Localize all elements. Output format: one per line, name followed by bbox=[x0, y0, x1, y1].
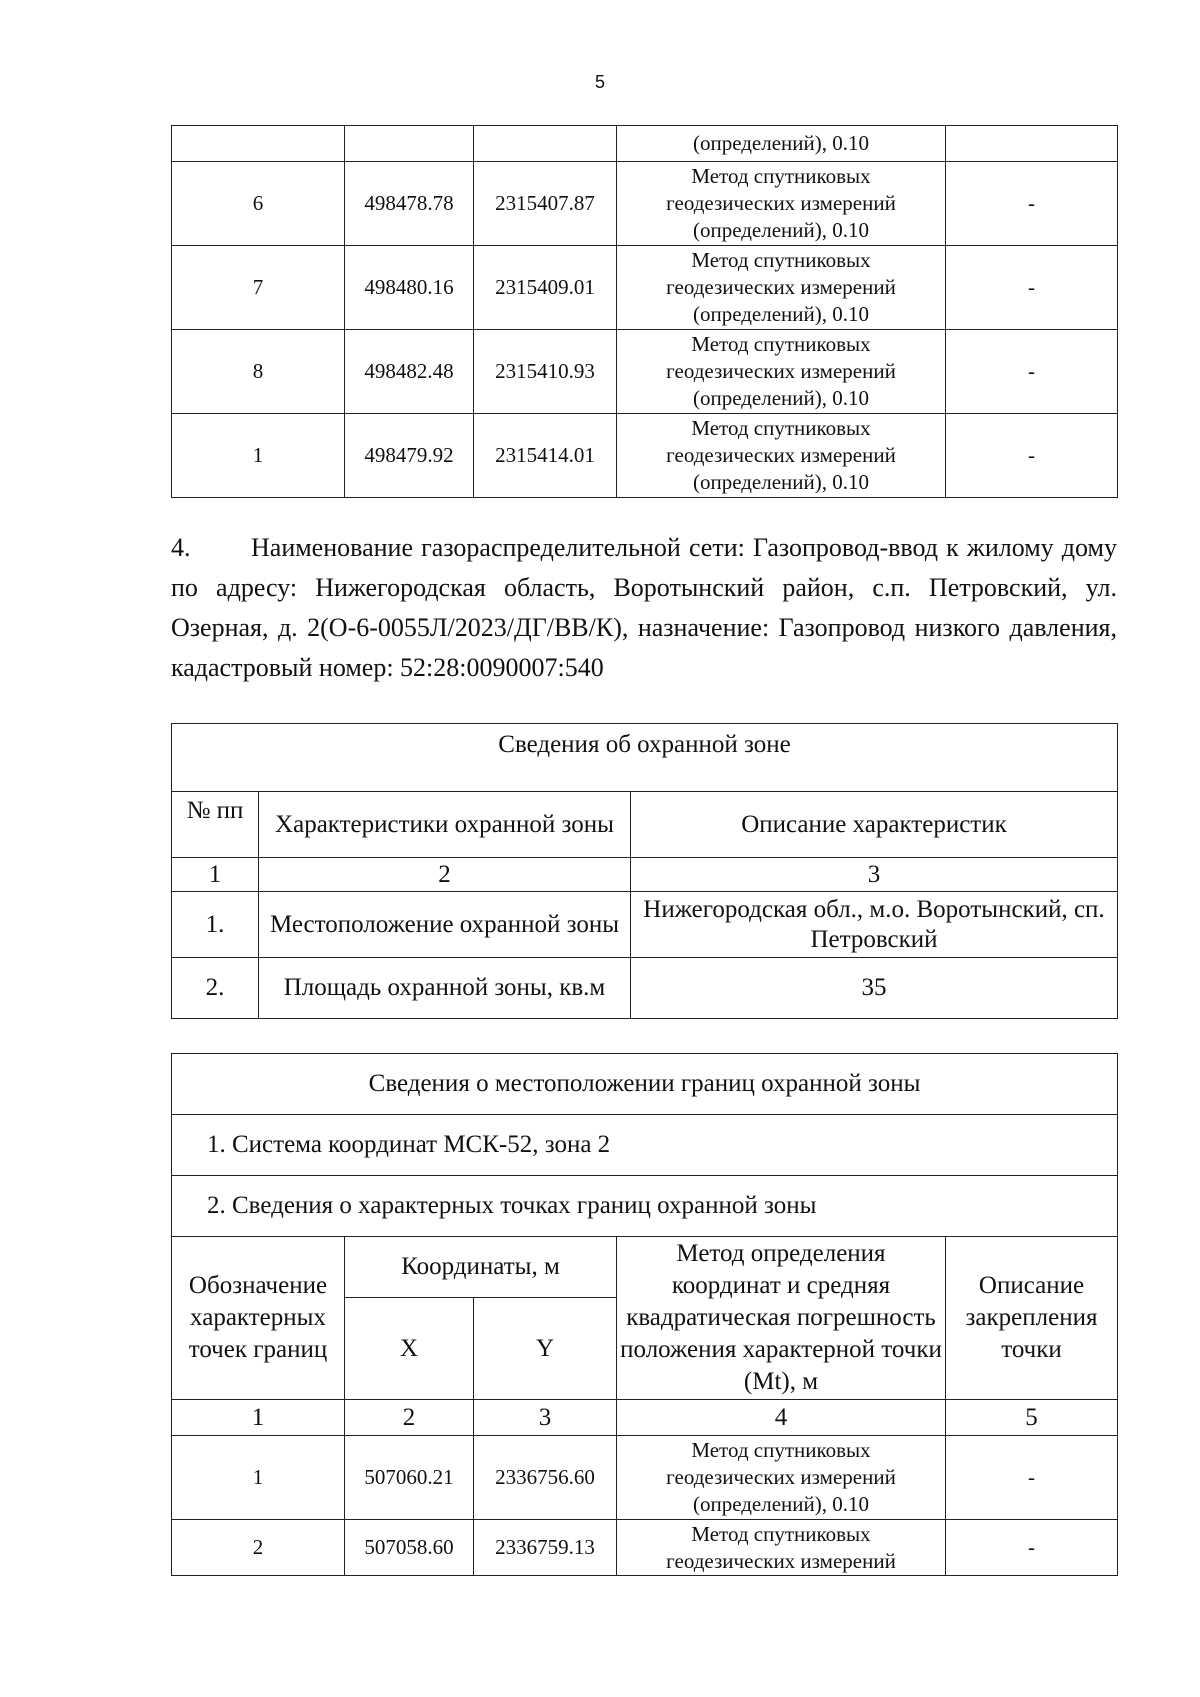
table-title-row bbox=[172, 724, 1118, 792]
points-title-row bbox=[172, 1176, 1118, 1237]
coord-x: 507058.60 bbox=[345, 1520, 474, 1576]
method-line: Метод спутниковых bbox=[691, 332, 871, 356]
points-table-continuation bbox=[171, 125, 1118, 498]
coordinate-system-row bbox=[172, 1115, 1118, 1176]
method-cell bbox=[617, 1436, 946, 1520]
method-cell bbox=[617, 1520, 946, 1576]
index-cell: 4 bbox=[617, 1400, 946, 1436]
fixing-description: - bbox=[946, 1436, 1118, 1520]
index-cell: 3 bbox=[631, 858, 1118, 892]
description: Нижегородская обл., м.о. Воротынский, сп. Петровский bbox=[631, 892, 1118, 958]
coord-y: 2315407.87 bbox=[474, 162, 617, 246]
description: 35 bbox=[631, 958, 1118, 1019]
coordinate-system: 1. Система координат МСК-52, зона 2 bbox=[172, 1115, 1118, 1176]
method-line: Метод спутниковых bbox=[691, 1521, 871, 1546]
method-cell bbox=[617, 162, 946, 246]
page-number: 5 bbox=[594, 72, 605, 92]
table-row bbox=[172, 126, 1118, 162]
method-line: Метод спутниковых bbox=[691, 1438, 871, 1462]
method-cell bbox=[617, 330, 946, 414]
characteristic: Площадь охранной зоны, кв.м bbox=[259, 958, 631, 1019]
method-line: (определений), 0.10 bbox=[692, 470, 870, 494]
column-header-x: X bbox=[345, 1298, 474, 1400]
point-number: 6 bbox=[172, 162, 345, 246]
fixing-description: - bbox=[946, 246, 1118, 330]
fixing-description bbox=[946, 126, 1118, 162]
table-row bbox=[172, 246, 1118, 330]
fixing-description: - bbox=[946, 1520, 1118, 1576]
coord-y: 2336756.60 bbox=[474, 1436, 617, 1520]
table-title: Сведения об охранной зоне bbox=[172, 724, 1118, 792]
coord-x: 498479.92 bbox=[345, 414, 474, 498]
point-number bbox=[172, 126, 345, 162]
index-cell: 2 bbox=[259, 858, 631, 892]
coord-y: 2315409.01 bbox=[474, 246, 617, 330]
point-number: 7 bbox=[172, 246, 345, 330]
method-cell bbox=[617, 246, 946, 330]
section-number: 4. bbox=[171, 533, 191, 562]
method-line: (определений), 0.10 bbox=[692, 302, 870, 326]
table-title: Сведения о местоположении границ охранной зоны bbox=[172, 1054, 1118, 1115]
point-number: 1 bbox=[172, 1436, 345, 1520]
method-line: (определений), 0.10 bbox=[692, 1492, 870, 1516]
column-header: Описание закрепления точки bbox=[946, 1237, 1118, 1400]
section-text: Наименование газораспределительной сети: Газопровод-ввод к жилому дому по адресу: Нижегородская область, Воротынский район, с.п. Петровский, ул. Озерная, д. 2(О-6-0055Л/2023/ДГ/ВВ/К), назначение: Газопровод низкого давления, кадастровый номер: 52:28:0090007:540 bbox=[171, 533, 1117, 682]
method-line: геодезических измерений bbox=[666, 275, 896, 299]
column-header: Обозначение характерных точек границ bbox=[172, 1237, 345, 1400]
method-line: (определений), 0.10 bbox=[692, 218, 870, 242]
coord-x: 498478.78 bbox=[345, 162, 474, 246]
index-cell: 2 bbox=[345, 1400, 474, 1436]
point-number: 1 bbox=[172, 414, 345, 498]
index-row bbox=[172, 1400, 1118, 1436]
coord-y: 2315414.01 bbox=[474, 414, 617, 498]
method-cell bbox=[617, 126, 946, 162]
table-row bbox=[172, 892, 1118, 958]
column-header-y: Y bbox=[474, 1298, 617, 1400]
column-header: Координаты, м bbox=[345, 1237, 617, 1298]
table-row bbox=[172, 162, 1118, 246]
method-line: Метод спутниковых bbox=[691, 164, 871, 188]
coord-y: 2315410.93 bbox=[474, 330, 617, 414]
table-row bbox=[172, 1520, 1118, 1576]
method-line: Метод спутниковых bbox=[691, 248, 871, 272]
characteristic: Местоположение охранной зоны bbox=[259, 892, 631, 958]
method-cell bbox=[617, 414, 946, 498]
coord-x: 507060.21 bbox=[345, 1436, 474, 1520]
table-title-row bbox=[172, 1054, 1118, 1115]
protection-zone-table bbox=[171, 723, 1118, 1019]
coord-x: 498480.16 bbox=[345, 246, 474, 330]
point-number: 8 bbox=[172, 330, 345, 414]
column-header: Характеристики охранной зоны bbox=[259, 792, 631, 858]
column-header: Описание характеристик bbox=[631, 792, 1118, 858]
index-row bbox=[172, 858, 1118, 892]
table-row bbox=[172, 958, 1118, 1019]
method-line: (определений), 0.10 bbox=[692, 386, 870, 410]
method-line: геодезических измерений bbox=[666, 359, 896, 383]
table-header-row bbox=[172, 1237, 1118, 1298]
method-line: Метод спутниковых bbox=[691, 416, 871, 440]
table-row bbox=[172, 1436, 1118, 1520]
point-number: 2 bbox=[172, 1520, 345, 1576]
fixing-description: - bbox=[946, 162, 1118, 246]
section-4-paragraph bbox=[171, 528, 1117, 688]
column-header: № пп bbox=[172, 792, 259, 858]
method-line: геодезических измерений bbox=[666, 1465, 896, 1489]
index-cell: 3 bbox=[474, 1400, 617, 1436]
points-title: 2. Сведения о характерных точках границ охранной зоны bbox=[172, 1176, 1118, 1237]
fixing-description: - bbox=[946, 330, 1118, 414]
method-line: геодезических измерений bbox=[666, 191, 896, 215]
table-header-row bbox=[172, 792, 1118, 858]
coord-y: 2336759.13 bbox=[474, 1520, 617, 1576]
index-cell: 1 bbox=[172, 1400, 345, 1436]
column-header: Метод определения координат и средняя квадратическая погрешность положения характерной точки (Mt), м bbox=[617, 1237, 946, 1400]
method-line: геодезических измерений bbox=[666, 1548, 896, 1573]
fixing-description: - bbox=[946, 414, 1118, 498]
index-cell: 1 bbox=[172, 858, 259, 892]
coord-x: 498482.48 bbox=[345, 330, 474, 414]
table-row bbox=[172, 414, 1118, 498]
index-cell: 5 bbox=[946, 1400, 1118, 1436]
row-number: 2. bbox=[172, 958, 259, 1019]
method-line: (определений), 0.10 bbox=[692, 131, 870, 155]
row-number: 1. bbox=[172, 892, 259, 958]
method-line: геодезических измерений bbox=[666, 443, 896, 467]
boundary-table bbox=[171, 1053, 1118, 1576]
coord-y bbox=[474, 126, 617, 162]
coord-x bbox=[345, 126, 474, 162]
table-row bbox=[172, 330, 1118, 414]
